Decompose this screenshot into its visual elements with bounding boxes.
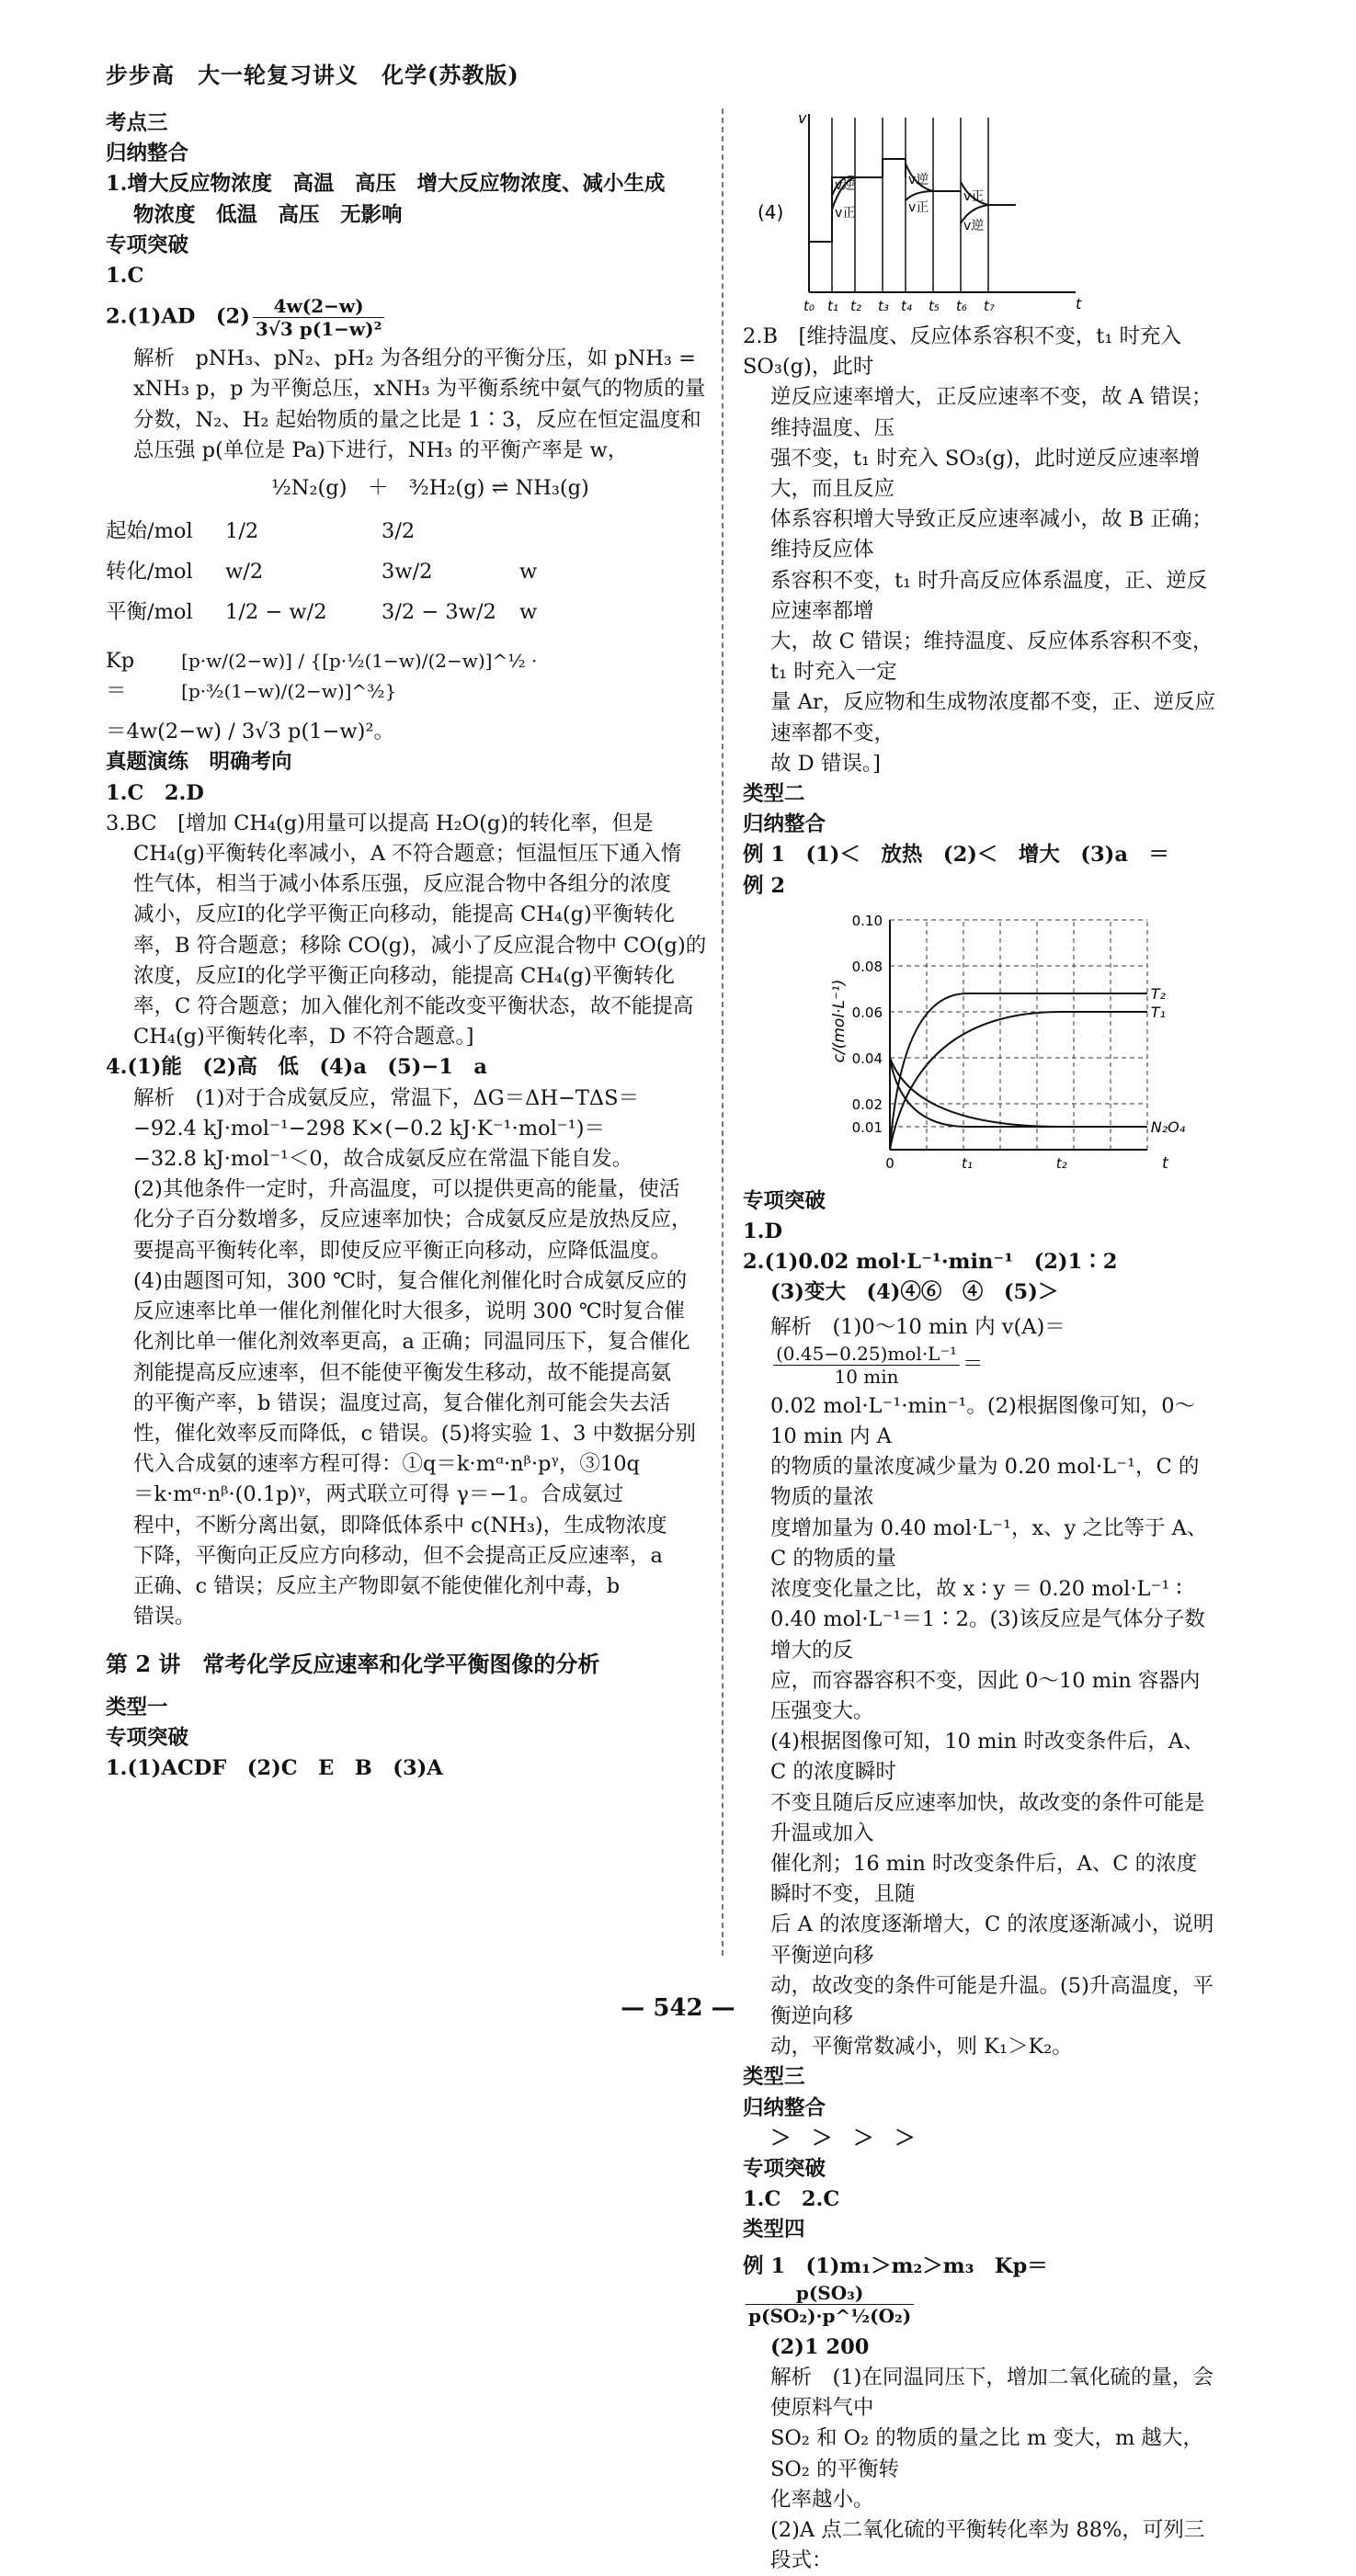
right-column xyxy=(743,322,1216,2576)
text-line: 后 A 的浓度逐渐增大，C 的浓度逐渐减小，说明平衡逆向移 xyxy=(770,1912,1214,1968)
chart-series-line xyxy=(890,1058,1147,1127)
page-number: — 542 — xyxy=(621,1994,735,2022)
text-line: 反应速率比单一催化剂催化时大很多，说明 300 ℃时复合催 xyxy=(133,1299,685,1324)
chart-curve-label: T₂ xyxy=(1150,984,1166,1003)
vt-tick: t₂ xyxy=(850,298,861,314)
sub-heading: 归纳整合 xyxy=(743,2095,826,2120)
sub-heading: 归纳整合 xyxy=(743,812,826,837)
left-column xyxy=(106,108,708,1784)
vt-y-label: v xyxy=(798,109,807,127)
lecture-title: 第 2 讲 常考化学反应速率和化学平衡图像的分析 xyxy=(106,1651,600,1678)
text-line: 应，而容器容积不变，因此 0～10 min 容器内压强变大。 xyxy=(770,1668,1201,1723)
answer-line: 1.C 2.C xyxy=(743,2187,840,2212)
text-line: 动，平衡常数减小，则 K₁＞K₂。 xyxy=(770,2035,1073,2060)
chart-ytick: 0.01 xyxy=(851,1118,883,1136)
text-line: 物浓度 低温 高压 无影响 xyxy=(133,202,403,227)
concentration-chart xyxy=(743,902,1216,1186)
vt-tick: t₇ xyxy=(984,298,995,314)
kp-expression: Kp ＝ [p·w/(2−w)] / {[p·½(1−w)/(2−w)]^½ · [p·³⁄₂(1−w)/(2−w)]^³⁄₂} xyxy=(106,649,538,704)
text-line: 分数，N₂、H₂ 起始物质的量之比是 1∶3，反应在恒定温度和 xyxy=(133,407,701,432)
column-divider xyxy=(722,108,724,1956)
chart-grid xyxy=(890,920,1147,1150)
text-line: SO₂ 和 O₂ 的物质的量之比 m 变大，m 越大，SO₂ 的平衡转 xyxy=(770,2426,1203,2481)
text-line: xNH₃ p，p 为平衡总压，xNH₃ 为平衡系统中氨气的物质的量 xyxy=(133,377,706,402)
text-line: 1.增大反应物浓度 高温 高压 增大反应物浓度、减小生成 xyxy=(106,172,666,197)
reaction-equation: ½N₂(g) ＋ ³⁄₂H₂(g) ⇌ NH₃(g) xyxy=(271,476,589,501)
text-line: (4)根据图像可知，10 min 时改变条件后，A、C 的浓度瞬时 xyxy=(770,1730,1204,1785)
chart-series-line xyxy=(890,1058,1147,1127)
vt-tick: t₃ xyxy=(878,298,889,314)
answer-line: 1.C 2.D xyxy=(106,780,204,805)
fraction: $\frac{\text{p(SO₃)}}{\text{p(SO₂)·p\textasciicircum{}½(O₂)}}$ xyxy=(746,2282,914,2327)
answer-line: 例 2 xyxy=(743,873,785,898)
vt-chart xyxy=(754,108,1103,320)
text-line: 的物质的量浓度减少量为 0.20 mol·L⁻¹，C 的物质的量浓 xyxy=(770,1455,1200,1510)
text-line: 化率越小。 xyxy=(770,2487,874,2512)
sub-heading: 真题演练 明确考向 xyxy=(106,750,292,775)
text-line: 2.B [维持温度、反应体系容积不变，t₁ 时充入 SO₃(g)，此时 xyxy=(743,324,1181,380)
vt-curve xyxy=(855,159,906,177)
section-heading: 考点三 xyxy=(106,111,168,135)
text-line: −32.8 kJ·mol⁻¹＜0，故合成氨反应在常温下能自发。 xyxy=(133,1147,633,1172)
answer-line: 1.(1)ACDF (2)C E B (3)A xyxy=(106,1755,443,1780)
chart-series xyxy=(890,993,1147,1150)
text-line: (4)由题图可知，300 ℃时，复合催化剂催化时合成氨反应的 xyxy=(133,1268,688,1293)
text-line: 逆反应速率增大，正反应速率不变，故 A 错误；维持温度、压 xyxy=(770,385,1213,440)
vt-tick: t₆ xyxy=(956,298,967,314)
text-line: 要提高平衡转化率，即使反应平衡正向移动，应降低温度。 xyxy=(133,1238,672,1263)
text-line: 解析 (1)在同温同压下，增加二氧化硫的量，会使原料气中 xyxy=(770,2365,1214,2421)
concentration-chart-svg xyxy=(826,902,1193,1177)
text-line: 化分子百分数增多，反应速率加快；合成氨反应是放热反应， xyxy=(133,1208,692,1232)
sub-heading: 类型二 xyxy=(743,782,805,807)
text-line: 解析 (1)对于合成氨反应，常温下，ΔG＝ΔH−TΔS＝ xyxy=(133,1085,639,1110)
text-line: 强不变，t₁ 时充入 SO₃(g)，此时逆反应速率增大，而且反应 xyxy=(770,446,1201,502)
sub-heading: 类型四 xyxy=(743,2218,805,2242)
answer-line: 2.(1)0.02 mol·L⁻¹·min⁻¹ (2)1∶2 xyxy=(743,1250,1118,1275)
chart-curve-labels xyxy=(1151,985,1186,1136)
vt-tick: t₁ xyxy=(827,298,838,314)
chart-ytick: 0.04 xyxy=(851,1050,883,1067)
table-row: 转化/mol w/2 3w/2 w xyxy=(106,559,538,584)
chart-ytick: 0.02 xyxy=(851,1095,883,1113)
vt-chart-svg xyxy=(754,108,1103,320)
text-line: 量 Ar，反应物和生成物浓度都不变，正、逆反应速率都不变， xyxy=(770,690,1216,745)
text-line: 下降，平衡向正反应方向移动，但不会提高正反应速率，a xyxy=(133,1543,663,1568)
text-line: 解析 pNH₃、pN₂、pH₂ 为各组分的平衡分压，如 pNH₃ = xyxy=(133,346,696,371)
text-line: 催化剂；16 min 时改变条件后，A、C 的浓度瞬时不变，且随 xyxy=(770,1851,1198,1907)
text-line: ＝k·mᵅ·nᵝ·(0.1p)ᵞ，两式联立可得 γ＝−1。合成氨过 xyxy=(133,1482,624,1507)
text-line: 0.40 mol·L⁻¹＝1∶2。(3)该反应是气体分子数增大的反 xyxy=(770,1607,1205,1662)
answer-line: 例 1 (1)＜ 放热 (2)＜ 增大 (3)a ＝ xyxy=(743,843,1169,868)
chart-ytick: 0.06 xyxy=(851,1004,883,1021)
chart-ytick: 0.08 xyxy=(851,958,883,975)
chart-ytick: 0.10 xyxy=(851,912,883,929)
sub-heading: 专项突破 xyxy=(106,1725,189,1750)
table-row: 起始/mol 1/2 3/2 xyxy=(106,518,416,543)
text-line: 率，B 符合题意；移除 CO(g)，减小了反应混合物中 CO(g)的 xyxy=(133,933,707,958)
sub-heading: 专项突破 xyxy=(106,233,189,257)
answer-line: (3)变大 (4)④⑥ ④ (5)＞ xyxy=(770,1280,1059,1305)
sub-heading: 专项突破 xyxy=(743,2156,826,2181)
fraction: $\frac{4w(2-w)}{\text{3√3 p(1−w)²}}$ xyxy=(253,295,385,340)
answer-line: 2.(1)AD (2) $\frac{4w(2-w)}{\text{3√3 p(1−w)²}}$ xyxy=(106,295,708,340)
vt-curve xyxy=(906,191,933,200)
vt-tick: t₄ xyxy=(901,298,912,314)
text-line: 率，C 符合题意；加入催化剂不能改变平衡状态，故不能提高 xyxy=(133,994,694,1019)
text-line: 度增加量为 0.40 mol·L⁻¹，x、y 之比等于 A、C 的物质的量 xyxy=(770,1515,1208,1571)
text-line: 减小，反应Ⅰ的化学平衡正向移动，能提高 CH₄(g)平衡转化 xyxy=(133,902,675,927)
page-header: 步步高 大一轮复习讲义 化学(苏教版) xyxy=(106,62,519,88)
answer-line: 1.D xyxy=(743,1220,783,1244)
text-line: 性气体，相当于减小体系压强，反应混合物中各组分的浓度 xyxy=(133,872,672,897)
text-line: 故 D 错误。] xyxy=(770,751,881,776)
vt-label: v正 xyxy=(908,200,929,215)
vt-label: v逆 xyxy=(908,173,929,187)
text-line: 系容积不变，t₁ 时升高反应体系温度，正、逆反应速率都增 xyxy=(770,568,1208,623)
vt-label: v正 xyxy=(835,206,856,221)
text-line: 浓度，反应Ⅰ的化学平衡正向移动，能提高 CH₄(g)平衡转化 xyxy=(133,963,675,988)
vt-label: v逆 xyxy=(835,178,856,193)
text-line: 化剂比单一催化剂效率更高，a 正确；同温同压下，复合催化 xyxy=(133,1330,690,1355)
text-line: 错误。 xyxy=(133,1605,196,1629)
text-line: 的平衡产率，b 错误；温度过高，复合催化剂可能会失去活 xyxy=(133,1390,671,1415)
chart-ticks xyxy=(852,913,1067,1172)
answer-line: (2)1 200 xyxy=(770,2334,870,2359)
text-line: 正确、c 错误；反应主产物即氨不能使催化剂中毒，b xyxy=(133,1573,621,1598)
text-line: 浓度变化量之比，故 x ∶ y ＝ 0.20 mol·L⁻¹ ∶ xyxy=(770,1577,1182,1602)
text-line: (2)A 点二氧化硫的平衡转化率为 88%，可列三段式： xyxy=(770,2517,1205,2573)
chart-curve-label: T₁ xyxy=(1150,1003,1166,1021)
chart-curve-label: N₂O₄ xyxy=(1150,1118,1186,1136)
table-row: 平衡/mol 1/2 − w/2 3/2 − 3w/2 w xyxy=(106,599,538,624)
chart-series-line xyxy=(890,1012,1147,1150)
text-line: 剂能提高反应速率，但不能使平衡发生移动，故不能提高氨 xyxy=(133,1360,672,1385)
vt-x-label: t xyxy=(1076,295,1082,312)
kp-result: ＝4w(2−w) / 3√3 p(1−w)²。 xyxy=(106,720,394,744)
text-line: 3.BC [增加 CH₄(g)用量可以提高 H₂O(g)的转化率，但是 xyxy=(106,811,654,835)
vt-label: v逆 xyxy=(963,219,985,233)
sub-heading: 类型三 xyxy=(743,2065,805,2090)
vt-tick: t₀ xyxy=(803,298,815,314)
chart-xtick: t₁ xyxy=(962,1154,973,1172)
chart-xtick: t₂ xyxy=(1055,1154,1067,1172)
fraction: $\frac{\text{(0.45−0.25)mol·L⁻¹}}{10 \min}$ xyxy=(773,1343,960,1388)
vt-item-label: (4) xyxy=(758,201,784,223)
sub-heading: 专项突破 xyxy=(743,1188,826,1213)
text-line: 代入合成氨的速率方程可得：①q＝k·mᵅ·nᵝ·pᵞ，③10q xyxy=(133,1452,640,1477)
answer-line: 例 1 (1)m₁＞m₂＞m₃ Kp＝ $\frac{\text{p(SO₃)}}{\text{p(SO₂)·p\textasciicircum{}½(O₂)}}$ xyxy=(743,2253,1048,2327)
vt-ticks xyxy=(803,298,995,314)
sub-heading: 类型一 xyxy=(106,1695,168,1719)
text-line: (2)其他条件一定时，升高温度，可以提供更高的能量，使活 xyxy=(133,1177,680,1202)
text-line: 总压强 p(单位是 Pa)下进行，NH₃ 的平衡产率是 w， xyxy=(133,437,629,462)
vt-tick: t₅ xyxy=(929,298,940,314)
text-line: 性，催化效率反而降低，c 错误。(5)将实验 1、3 中数据分别 xyxy=(133,1421,697,1446)
chart-ylabel: c/(mol·L⁻¹) xyxy=(830,979,849,1063)
text-line: 程中，不断分离出氨，即降低体系中 c(NH₃)，生成物浓度 xyxy=(133,1513,667,1538)
text-line: 0.02 mol·L⁻¹·min⁻¹。(2)根据图像可知，0～10 min 内 A xyxy=(770,1393,1196,1449)
text-line: 大，故 C 错误；维持温度、反应体系容积不变，t₁ 时充入一定 xyxy=(770,630,1214,685)
text-line: CH₄(g)平衡转化率减小，A 不符合题意；恒温恒压下通入惰 xyxy=(133,842,682,867)
chart-xlabel: t xyxy=(1162,1153,1168,1173)
text-line: −92.4 kJ·mol⁻¹−298 K×(−0.2 kJ·K⁻¹·mol⁻¹)＝ xyxy=(133,1116,605,1140)
text-line: 动，故改变的条件可能是升温。(5)升高温度，平衡逆向移 xyxy=(770,1973,1214,2028)
chart-xtick: 0 xyxy=(885,1154,895,1172)
answer-line: 1.C xyxy=(106,264,144,289)
text-line: 解析 (1)0～10 min 内 v(A)＝ $\frac{\text{(0.45−0.25)mol·L⁻¹}}{10 \min}$ ＝ xyxy=(770,1314,1065,1388)
text-line: 体系容积增大导致正反应速率减小，故 B 正确；维持反应体 xyxy=(770,507,1213,562)
text-line: CH₄(g)平衡转化率，D 不符合题意。] xyxy=(133,1025,474,1050)
text-line: 不变且随后反应速率加快，故改变的条件可能是升温或加入 xyxy=(770,1790,1205,1845)
answer-line: 4.(1)能 (2)高 低 (4)a (5)−1 a xyxy=(106,1055,487,1080)
vt-label: v正 xyxy=(963,189,985,204)
sub-heading: 归纳整合 xyxy=(106,142,189,166)
answer-line: ＞ ＞ ＞ ＞ xyxy=(770,2126,916,2150)
